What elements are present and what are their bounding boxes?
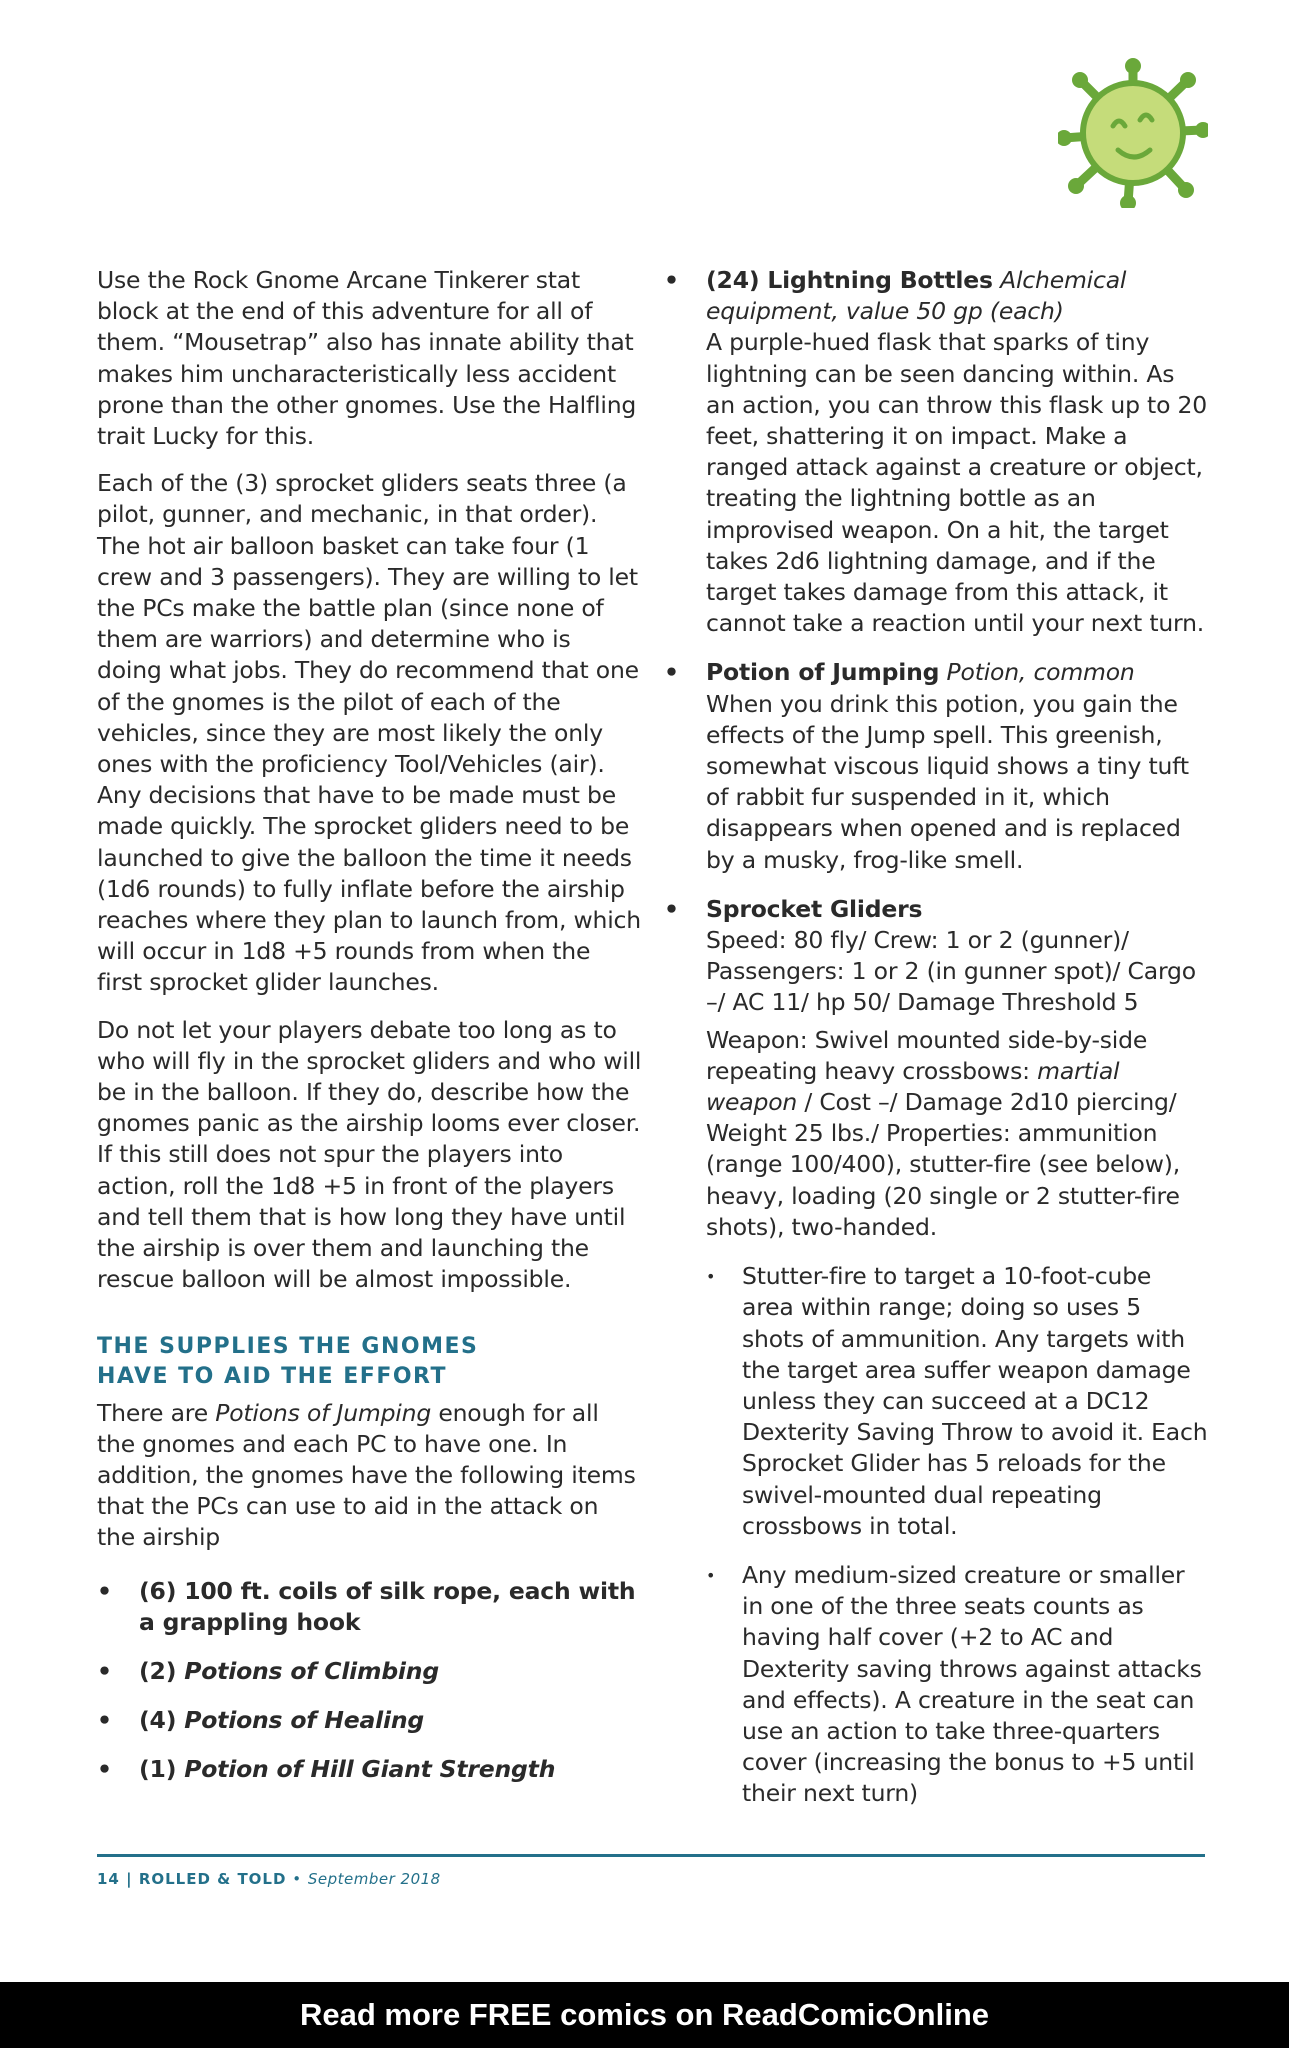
weapon-italic: martial weapon (706, 1056, 1120, 1117)
magazine-name: ROLLED & TOLD (138, 1870, 287, 1888)
weapon-sub-list (706, 1261, 1209, 1809)
supply-name: Potions of Healing (184, 1706, 424, 1735)
list-item-lightning-bottles: • (24) Lightning Bottles Alchemical equipment, value 50 gp (each) A purple-hued flask that sparks of tiny lightning can be seen dancing within. As an action, you can throw this flask up to 20 feet, shattering it on impact. Make a ranged attack against a creature or object, treating the lightning bottle as an improvised weapon. On a hit, the target takes 2d6 lightning damage, and if the target takes damage from this attack, it cannot take a reaction until your next turn. (664, 266, 1208, 638)
weapon-pre: Weapon: Swivel mounted side-by-side repeating heavy crossbows: (706, 1025, 1148, 1085)
list-item-sprocket-gliders: • Sprocket Gliders Speed: 80 fly/ Crew: 1 or 2 (gunner)/ Passengers: 1 or 2 (in gunner spot)/ Cargo –/ AC 11/ hp 50/ Damage Threshold 5 (664, 894, 1196, 1017)
heading-line-1: THE SUPPLIES THE GNOMES (97, 1333, 479, 1359)
left-column (97, 265, 642, 1804)
list-item: • Any medium-sized creature or smaller in one of the three seats counts as having half cover (+2 to AC and Dexterity saving throws against attacks and effects). A creature in the seat can use an action to take three-quarters cover (increasing the bonus to +5 until their next turn) (706, 1560, 1202, 1808)
supplies-intro-post: enough for all the gnomes and each PC to have one. In addition, the gnomes have the following items that the PCs can use to aid in the attack on the airship (97, 1398, 636, 1552)
footer-bullet: • (286, 1870, 308, 1888)
right-column (664, 265, 1209, 1828)
list-item: • Stutter-fire to target a 10-foot-cube area within range; doing so uses 5 shots of ammunition. Any targets with the target area suffer weapon damage unless they can succeed at a DC12 Dexterity Saving Throw to avoid it. Each Sprocket Glider has 5 reloads for the swivel-mounted dual repeating crossbows in total. (706, 1262, 1208, 1540)
item-meta: Alchemical equipment, value 50 gp (each) (706, 266, 1127, 326)
list-item: • (2) Potions of Climbing (97, 1656, 439, 1685)
footer-rule (97, 1854, 1205, 1857)
debate-paragraph: Do not let your players debate too long as to who will fly in the sprocket gliders and who will be in the balloon. If they do, describe how the gnomes panic as the airship looms ever closer. If this still does not spur the players into action, roll the 1d8 +5 in front of the players and tell them that is how long they have until the airship is over them and launching the rescue balloon will be almost impossible. (97, 1015, 642, 1294)
supply-qty: (1) (139, 1755, 185, 1784)
supplies-intro-pre: There are (97, 1398, 216, 1427)
list-item: • (1) Potion of Hill Giant Strength (97, 1755, 556, 1784)
weapon-paragraph (664, 1025, 1209, 1243)
promo-banner[interactable]: Read more FREE comics on ReadComicOnline (0, 1982, 1289, 2048)
item-body: A purple-hued flask that sparks of tiny lightning can be seen dancing within. As an action, you can throw this flask up to 20 feet, shattering it on impact. Make a ranged attack against a creature or object, treating the lightning bottle as an improvised weapon. On a hit, the target takes 2d6 lightning damage, and if the target takes damage from this attack, it cannot take a reaction until your next turn. (706, 328, 1208, 638)
issue-date: September 2018 (307, 1870, 441, 1888)
supply-qty: (4) (139, 1706, 185, 1735)
gliders-paragraph: Each of the (3) sprocket gliders seats three (a pilot, gunner, and mechanic, in that order). The hot air balloon basket can take four (1 crew and 3 passengers). They are willing to let the PCs make the battle plan (since none of them are warriors) and determine who is doing what jobs. They do recommend that one of the gnomes is the pilot of each of the vehicles, since they are most likely the only ones with the proficiency Tool/Vehicles (air). Any decisions that have to be made must be made quickly. The sprocket gliders need to be launched to give the balloon the time it needs (1d6 rounds) to fully inflate before the airship reaches where they plan to launch from, which will occur in 1d8 +5 rounds from when the first sprocket glider launches. (97, 469, 641, 997)
page-footer (97, 1870, 441, 1888)
item-body: When you drink this potion, you gain the effects of the Jump spell. This greenish, somewhat viscous liquid shows a tiny tuft of rabbit fur suspended in it, which disappears when opened and is replaced by a musky, frog-like smell. (706, 689, 1189, 874)
item-body: Speed: 80 fly/ Crew: 1 or 2 (gunner)/ Passengers: 1 or 2 (in gunner spot)/ Cargo –/ AC 11/ hp 50/ Damage Threshold 5 (706, 926, 1196, 1017)
supplies-intro-italic: Potions of Jumping (215, 1398, 432, 1427)
footer-separator: | (119, 1870, 139, 1888)
supply-text: (6) 100 ft. coils of silk rope, each with a grappling hook (139, 1576, 636, 1636)
weapon-post: / Cost –/ Damage 2d10 piercing/ Weight 25 lbs./ Properties: ammunition (range 100/400), stutter-fire (see below), heavy, loading (20 single or 2 stutter-fire shots), two-handed. (706, 1088, 1180, 1241)
section-heading (97, 1332, 642, 1392)
sub-bullet-text: Stutter-fire to target a 10-foot-cube area within range; doing so uses 5 shots of ammunition. Any targets with the target area suffer weapon damage unless they can succeed at a DC12 Dexterity Saving Throw to avoid it. Each Sprocket Glider has 5 reloads for the swivel-mounted dual repeating crossbows in total. (742, 1262, 1208, 1540)
intro-paragraph: Use the Rock Gnome Arcane Tinkerer stat block at the end of this adventure for all of them. “Mousetrap” also has innate ability that makes him uncharacteristically less accident prone than the other gnomes. Use the Halfling trait Lucky for this. (97, 266, 637, 451)
supply-name: Potions of Climbing (184, 1656, 439, 1685)
supply-name: Potion of Hill Giant Strength (184, 1755, 556, 1784)
supply-qty: (2) (139, 1656, 185, 1685)
list-item: • (4) Potions of Healing (97, 1706, 424, 1735)
sub-bullet-text: Any medium-sized creature or smaller in one of the three seats counts as having half cover (+2 to AC and Dexterity saving throws against attacks and effects). A creature in the seat can use an action to take three-quarters cover (increasing the bonus to +5 until their next turn) (742, 1560, 1202, 1808)
page-number: 14 (97, 1870, 120, 1888)
list-item: • (6) 100 ft. coils of silk rope, each with a grappling hook (97, 1576, 636, 1636)
item-title: Potion of Jumping (706, 658, 940, 687)
germ-mascot-icon (1058, 58, 1208, 208)
item-title: (24) Lightning Bottles (706, 266, 993, 294)
heading-line-2: HAVE TO AID THE EFFORT (97, 1363, 448, 1389)
item-meta: Potion, common (946, 658, 1135, 687)
items-list (664, 265, 1209, 1019)
supplies-intro (97, 1398, 642, 1554)
list-item-potion-of-jumping: • Potion of Jumping Potion, common When you drink this potion, you gain the effects of the Jump spell. This greenish, somewhat viscous liquid shows a tiny tuft of rabbit fur suspended in it, which disappears when opened and is replaced by a musky, frog-like smell. (664, 658, 1189, 874)
supplies-list (97, 1576, 642, 1786)
item-title: Sprocket Gliders (706, 894, 923, 923)
